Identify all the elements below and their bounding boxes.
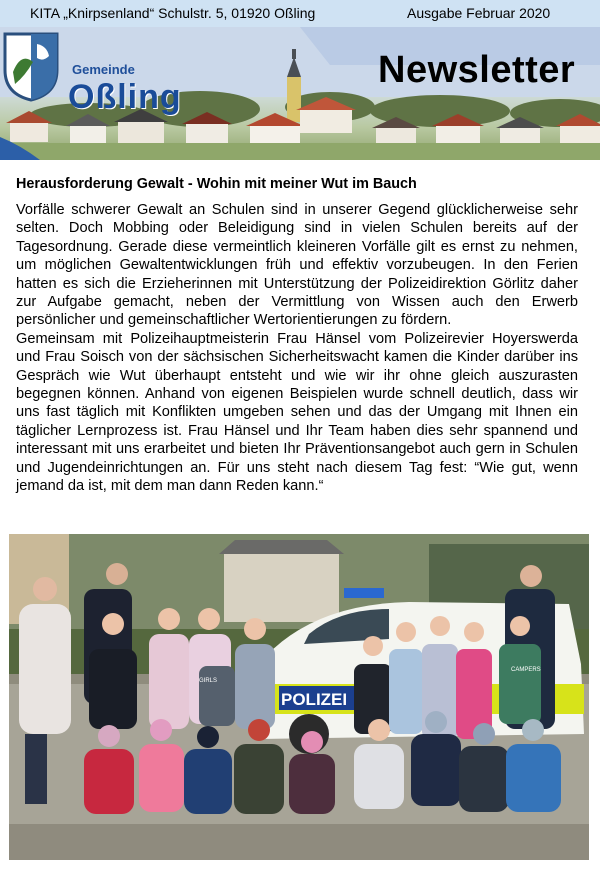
article-title: Herausforderung Gewalt - Wohin mit meiner Wut im Bauch [16, 176, 417, 192]
campers-shirt-text: CAMPERS [511, 667, 541, 673]
girls-sweater-text: GIRLS [199, 678, 218, 684]
police-car-label: POLIZEI [281, 690, 348, 709]
header-bar [0, 0, 600, 27]
town-name: Oßling [68, 78, 182, 116]
town-crest [3, 32, 59, 102]
kita-address: KITA „Knirpsenland“ Schulstr. 5, 01920 Oßling [30, 5, 316, 21]
article-paragraph: Vorfälle schwerer Gewalt an Schulen sind in unserer Gegend glücklicherweise sehr selten. Doch Mobbing oder Beleidigung sind in vielen Schulen bereits auf der Tagesordnung. Gerade diese vermeintlich kleineren Vorfälle gilt es ernst zu nehmen, um möglichen Gewaltentwicklungen früh und effektiv vorzubeugen. In den Ferien hatten es sich die Erzieherinnen mit Unterstützung der Polizeidirektion Görlitz daher zur Aufgabe gemacht, neben der Vermittlung von Wissen auch den Erwerb persönlicher und gemeinschaftlicher Wertorientierungen zu fördern. [16, 202, 578, 329]
town-banner [0, 27, 600, 160]
group-photo [9, 534, 589, 860]
article-body [16, 201, 578, 496]
newsletter-title: Newsletter [378, 49, 576, 91]
police-visit-photo [9, 534, 589, 860]
gemeinde-label: Gemeinde [72, 62, 135, 77]
article-paragraph: Gemeinsam mit Polizeihauptmeisterin Frau Hänsel vom Polizeirevier Hoyerswerda und Frau Soisch von der sächsischen Sicherheitswacht kamen die Kinder darüber ins Gespräch wie Wut überhaupt entsteht und wie wir ihr ohne gleich auszurasten begegnen können. Anhand von eigenen Beispielen wurde schnell deutlich, dass wir uns fast täglich mit Konflikten umgeben sehen und das der Umgang mit Ihnen ein täglicher Lernprozess ist. Frau Hänsel und Ihr Team haben dies sehr spannend und interessant mit uns erarbeitet und bieten Ihr Präventionsangebot auch gern in Schulen und Jugendeinrichtungen an. Für uns steht nach diesem Tag fest: “Wie gut, wenn jemand da ist, mit dem man dann Reden kann.“ [16, 330, 578, 495]
issue-date: Ausgabe Februar 2020 [407, 5, 551, 21]
